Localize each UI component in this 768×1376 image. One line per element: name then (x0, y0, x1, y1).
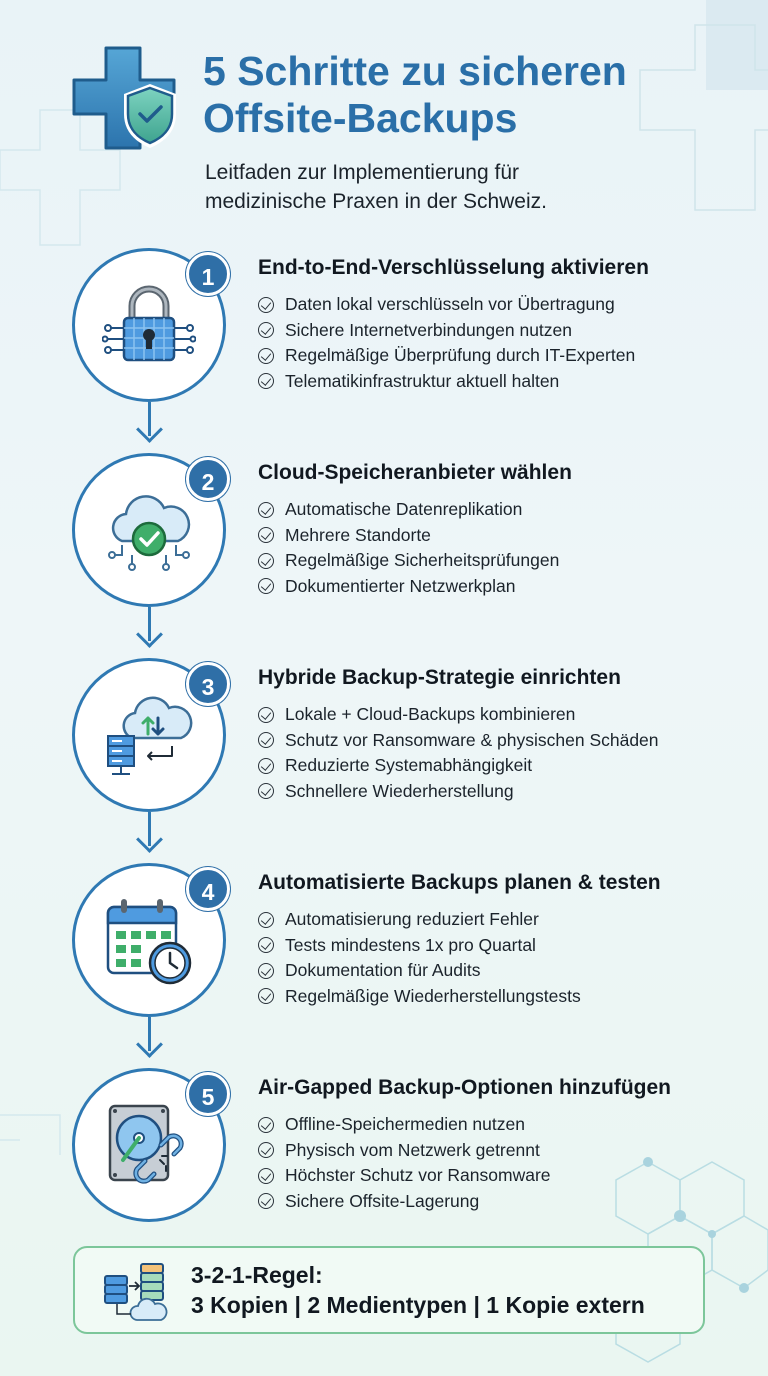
list-item-text: Physisch vom Netzwerk getrennt (285, 1139, 540, 1160)
list-item (258, 1189, 551, 1215)
check-circle-icon (258, 1168, 274, 1184)
list-item-text: Automatische Datenreplikation (285, 499, 523, 520)
list-item (258, 1163, 551, 1189)
list-item (258, 779, 659, 805)
list-item-text: Telematikinfrastruktur aktuell halten (285, 370, 560, 391)
step-item-list (258, 702, 659, 804)
subtitle-line-1: Leitfaden zur Implementierung für (205, 161, 520, 184)
arrow-down-icon (136, 621, 163, 648)
list-item-text: Lokale + Cloud-Backups kombinieren (285, 704, 576, 725)
step-number-badge: 1 (186, 252, 230, 296)
list-item-text: Sichere Internetverbindungen nutzen (285, 319, 573, 340)
medical-shield-logo-icon (70, 44, 182, 152)
page-title (203, 48, 743, 142)
list-item (258, 292, 635, 318)
check-circle-icon (258, 937, 274, 953)
list-item (258, 548, 559, 574)
check-circle-icon (258, 732, 274, 748)
check-circle-icon (258, 322, 274, 338)
list-item-text: Dokumentation für Audits (285, 960, 481, 981)
arrow-down-icon (136, 826, 163, 853)
step-1 (0, 248, 768, 418)
check-circle-icon (258, 912, 274, 928)
check-circle-icon (258, 553, 274, 569)
list-item (258, 984, 581, 1010)
check-circle-icon (258, 527, 274, 543)
harddrive-broken-link-icon (102, 1098, 196, 1192)
list-item-text: Dokumentierter Netzwerkplan (285, 575, 516, 596)
subtitle-line-2: medizinische Praxen in der Schweiz. (205, 190, 547, 213)
step-number-badge: 5 (186, 1072, 230, 1116)
step-title: Automatisierte Backups planen & testen (258, 871, 661, 894)
list-item (258, 728, 659, 754)
rule-callout-box (73, 1246, 705, 1334)
list-item-text: Regelmäßige Sicherheitsprüfungen (285, 550, 560, 571)
step-title: End-to-End-Verschlüsselung aktivieren (258, 256, 649, 279)
header (0, 0, 768, 240)
step-4 (0, 863, 768, 1033)
calendar-clock-icon (102, 893, 196, 987)
list-item (258, 1138, 551, 1164)
list-item (258, 753, 659, 779)
arrow-down-icon (136, 416, 163, 443)
list-item (258, 318, 635, 344)
list-item (258, 933, 581, 959)
title-line-2: Offsite-Backups (203, 95, 518, 141)
list-item-text: Mehrere Standorte (285, 524, 431, 545)
list-item (258, 369, 635, 395)
list-item (258, 907, 581, 933)
step-5 (0, 1068, 768, 1238)
check-circle-icon (258, 783, 274, 799)
padlock-circuit-icon (102, 278, 196, 372)
step-number-badge: 3 (186, 662, 230, 706)
list-item-text: Tests mindestens 1x pro Quartal (285, 934, 536, 955)
step-item-list (258, 907, 581, 1009)
list-item-text: Offline-Speichermedien nutzen (285, 1114, 525, 1135)
check-circle-icon (258, 1142, 274, 1158)
list-item (258, 702, 659, 728)
step-title: Air-Gapped Backup-Optionen hinzufügen (258, 1076, 671, 1099)
check-circle-icon (258, 963, 274, 979)
step-item-list (258, 292, 635, 394)
list-item-text: Höchster Schutz vor Ransomware (285, 1165, 551, 1186)
list-item (258, 523, 559, 549)
list-item-text: Regelmäßige Überprüfung durch IT-Experten (285, 345, 636, 366)
cloud-server-sync-icon (102, 688, 196, 782)
rule-text: 3 Kopien | 2 Medientypen | 1 Kopie extern (191, 1292, 645, 1318)
step-title: Hybride Backup-Strategie einrichten (258, 666, 621, 689)
step-3 (0, 658, 768, 828)
title-line-1: 5 Schritte zu sicheren (203, 48, 627, 94)
check-circle-icon (258, 988, 274, 1004)
step-item-list (258, 497, 559, 599)
page-subtitle (205, 158, 725, 216)
rule-title: 3-2-1-Regel: (191, 1262, 323, 1288)
check-circle-icon (258, 297, 274, 313)
list-item-text: Schutz vor Ransomware & physischen Schäden (285, 729, 659, 750)
check-circle-icon (258, 758, 274, 774)
check-circle-icon (258, 373, 274, 389)
list-item (258, 1112, 551, 1138)
check-circle-icon (258, 1193, 274, 1209)
list-item (258, 497, 559, 523)
list-item (258, 574, 559, 600)
cloud-check-icon (102, 483, 196, 577)
step-2 (0, 453, 768, 623)
check-circle-icon (258, 1117, 274, 1133)
step-item-list (258, 1112, 551, 1214)
check-circle-icon (258, 348, 274, 364)
check-circle-icon (258, 707, 274, 723)
list-item (258, 958, 581, 984)
arrow-down-icon (136, 1031, 163, 1058)
list-item-text: Schnellere Wiederherstellung (285, 780, 514, 801)
check-circle-icon (258, 578, 274, 594)
list-item-text: Automatisierung reduziert Fehler (285, 909, 539, 930)
server-cloud-icon (101, 1258, 171, 1324)
step-number-badge: 2 (186, 457, 230, 501)
check-circle-icon (258, 502, 274, 518)
list-item (258, 343, 635, 369)
list-item-text: Daten lokal verschlüsseln vor Übertragung (285, 294, 615, 315)
list-item-text: Regelmäßige Wiederherstellungstests (285, 985, 581, 1006)
list-item-text: Sichere Offsite-Lagerung (285, 1190, 480, 1211)
step-title: Cloud-Speicheranbieter wählen (258, 461, 572, 484)
step-number-badge: 4 (186, 867, 230, 911)
list-item-text: Reduzierte Systemabhängigkeit (285, 755, 533, 776)
